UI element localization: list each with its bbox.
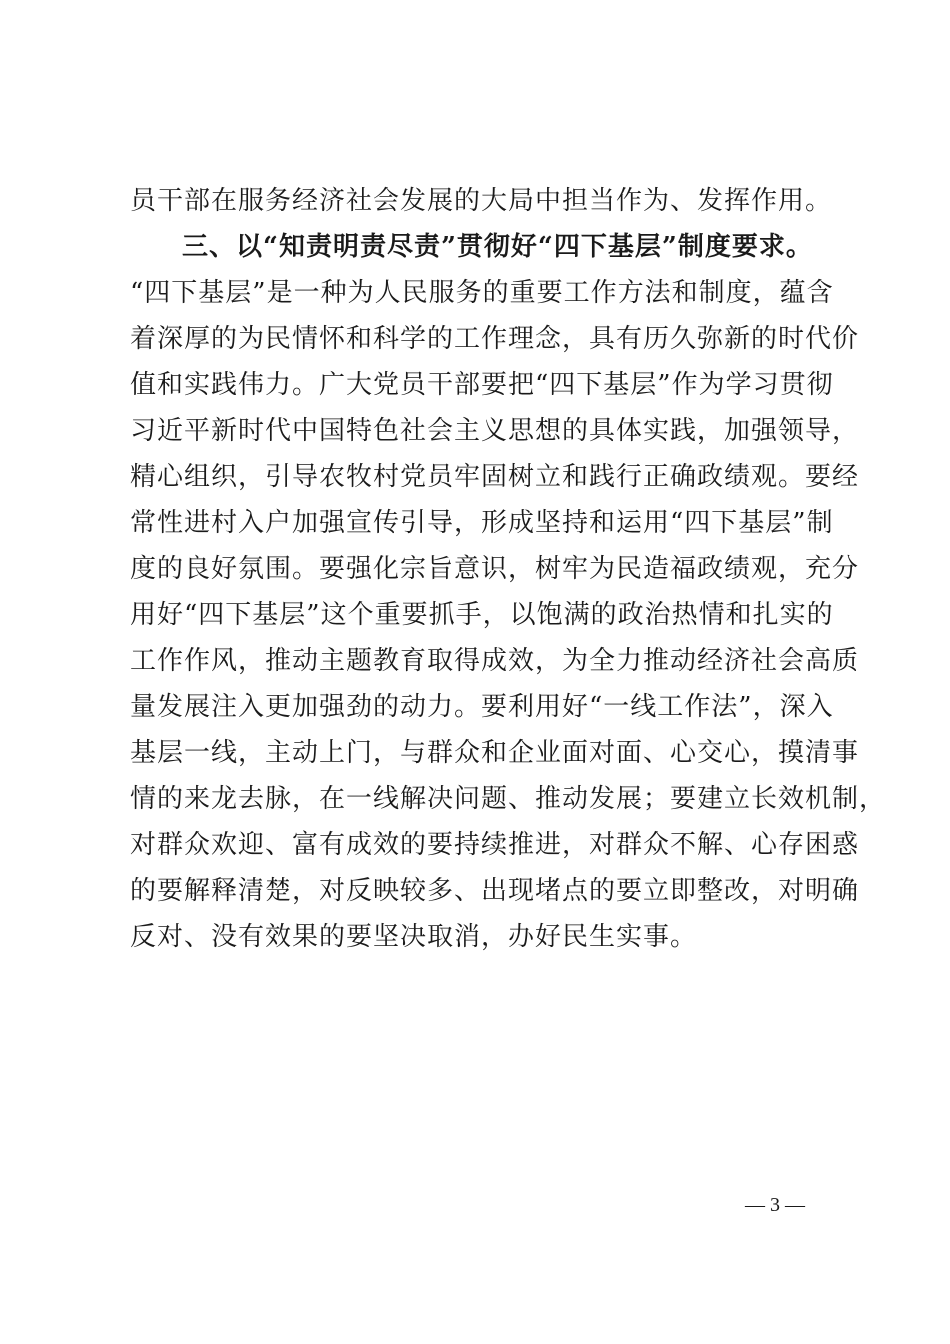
paragraph-line: 着深厚的为民情怀和科学的工作理念，具有历久弥新的时代价 xyxy=(130,324,860,354)
paragraph-line: 习近平新时代中国特色社会主义思想的具体实践，加强领导， xyxy=(130,416,860,446)
paragraph-line: “四下基层”是一种为人民服务的重要工作方法和制度，蕴含 xyxy=(130,278,834,308)
paragraph-line: 情的来龙去脉，在一线解决问题、推动发展；要建立长效机制， xyxy=(130,784,887,814)
paragraph-line: 员干部在服务经济社会发展的大局中担当作为、发挥作用。 xyxy=(130,186,833,216)
paragraph-line: 值和实践伟力。广大党员干部要把“四下基层”作为学习贯彻 xyxy=(130,370,834,400)
section-heading: 三、以“知责明责尽责”贯彻好“四下基层”制度要求。 xyxy=(182,232,813,262)
paragraph-line: 量发展注入更加强劲的动力。要利用好“一线工作法”，深入 xyxy=(130,692,834,722)
paragraph-line: 反对、没有效果的要坚决取消，办好民生实事。 xyxy=(130,922,698,952)
page-number: — 3 — xyxy=(745,1194,805,1216)
paragraph-line: 工作作风，推动主题教育取得成效，为全力推动经济社会高质 xyxy=(130,646,860,676)
paragraph-line: 精心组织，引导农牧村党员牢固树立和践行正确政绩观。要经 xyxy=(130,462,860,492)
paragraph-line: 度的良好氛围。要强化宗旨意识，树牢为民造福政绩观，充分 xyxy=(130,554,860,584)
paragraph-line: 的要解释清楚，对反映较多、出现堵点的要立即整改，对明确 xyxy=(130,876,860,906)
paragraph-line: 用好“四下基层”这个重要抓手，以饱满的政治热情和扎实的 xyxy=(130,600,834,630)
paragraph-line: 对群众欢迎、富有成效的要持续推进，对群众不解、心存困惑 xyxy=(130,830,860,860)
body-text xyxy=(130,178,887,960)
paragraph-line: 基层一线，主动上门，与群众和企业面对面、心交心，摸清事 xyxy=(130,738,860,768)
paragraph-line: 常性进村入户加强宣传引导，形成坚持和运用“四下基层”制 xyxy=(130,508,834,538)
